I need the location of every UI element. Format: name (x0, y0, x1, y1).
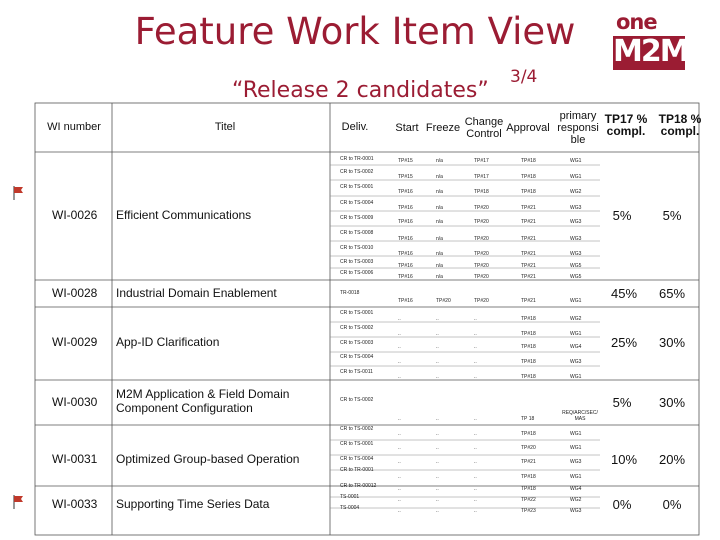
header-wi-number: WI number (47, 121, 101, 133)
detail-deliverable: CR to TS-0003 (340, 259, 374, 265)
detail-freeze: .. (436, 316, 439, 322)
detail-cc: .. (474, 431, 477, 437)
detail-freeze: n/a (436, 174, 443, 180)
detail-resp: WG1 (570, 174, 582, 180)
detail-deliverable: TS-0004 (340, 505, 360, 511)
wi-title-0030: M2M Application & Field Domain Component Configuration (116, 387, 290, 415)
detail-deliverable: CR to TR-0001 (340, 156, 374, 162)
detail-cc: TP#20 (474, 236, 489, 242)
detail-deliverable: CR to TS-0011 (340, 369, 373, 375)
header-tp17-line1: TP17 % (604, 112, 648, 126)
detail-approval: TP#21 (521, 205, 536, 211)
detail-freeze: n/a (436, 263, 443, 269)
page-indicator: 3/4 (510, 67, 538, 87)
header-change-control-line1: Change (464, 116, 504, 128)
detail-approval: TP#21 (521, 459, 536, 465)
detail-resp: WG5 (570, 263, 582, 269)
detail-approval: TP#18 (521, 331, 536, 337)
detail-cc: TP#20 (474, 274, 489, 280)
detail-resp: WG3 (570, 359, 582, 365)
detail-cc: .. (474, 416, 477, 422)
detail-freeze: .. (436, 416, 439, 422)
header-primary-line2: responsi (557, 122, 599, 134)
detail-freeze: .. (436, 359, 439, 365)
detail-deliverable: CR to TS-0001 (340, 184, 374, 190)
wi-tp17-0030: 5% (612, 395, 632, 410)
wi-title-0026: Efficient Communications (116, 208, 252, 222)
wi-tp17-0028: 45% (610, 286, 638, 301)
detail-cc: .. (474, 474, 477, 480)
detail-cc: TP#17 (474, 158, 489, 164)
detail-approval: TP#18 (521, 316, 536, 322)
detail-approval: TP#18 (521, 174, 536, 180)
detail-resp: WG1 (570, 431, 582, 437)
detail-cc: .. (474, 445, 477, 451)
detail-deliverable: CR to TS-0004 (340, 200, 374, 206)
header-tp18 (652, 113, 708, 137)
detail-start: .. (398, 445, 401, 451)
detail-approval: TP#23 (521, 508, 536, 514)
detail-approval: TP#21 (521, 274, 536, 280)
detail-cc: .. (474, 459, 477, 465)
detail-start: .. (398, 344, 401, 350)
detail-deliverable: CR to TS-0003 (340, 340, 374, 346)
detail-start: .. (398, 508, 401, 514)
detail-approval: TP#22 (521, 497, 536, 503)
wi-tp18-0026: 5% (662, 208, 682, 223)
detail-freeze: .. (436, 459, 439, 465)
detail-resp: WG3 (570, 219, 582, 225)
detail-deliverable: CR to TS-0009 (340, 215, 374, 221)
detail-approval: TP#21 (521, 219, 536, 225)
detail-freeze: .. (436, 331, 439, 337)
header-primary-line3: ble (570, 134, 586, 146)
detail-deliverable: CR to TS-0004 (340, 456, 374, 462)
detail-approval: TP#21 (521, 263, 536, 269)
detail-approval: TP#18 (521, 431, 536, 437)
detail-start: .. (398, 459, 401, 465)
detail-approval: TP#18 (521, 474, 536, 480)
wi-title-0033: Supporting Time Series Data (116, 497, 270, 511)
detail-freeze: .. (436, 474, 439, 480)
wi-tp17-0031: 10% (610, 452, 638, 467)
detail-deliverable: CR to TR-00012 (340, 483, 377, 489)
detail-resp: WG2 (570, 189, 582, 195)
wi-tp17-0026: 5% (612, 208, 632, 223)
wi-tp18-0028: 65% (658, 286, 686, 301)
header-start: Start (395, 122, 419, 134)
detail-freeze: .. (436, 344, 439, 350)
detail-freeze: .. (436, 486, 439, 492)
detail-approval: TP#18 (521, 344, 536, 350)
detail-cc: TP#20 (474, 298, 489, 304)
detail-cc: TP#17 (474, 174, 489, 180)
wi-number-0031: WI-0031 (52, 452, 98, 466)
detail-deliverable: CR to TS-0002 (340, 169, 374, 175)
wi-number-0029: WI-0029 (52, 335, 98, 349)
detail-start: .. (398, 474, 401, 480)
detail-start: .. (398, 431, 401, 437)
wi-tp17-0033: 0% (612, 497, 632, 512)
detail-resp: WG3 (570, 508, 582, 514)
detail-resp: WG3 (570, 459, 582, 465)
detail-deliverable: CR to TR-0001 (340, 467, 374, 473)
detail-resp: WG2 (570, 316, 582, 322)
wi-tp17-0029: 25% (610, 335, 638, 350)
wi-title-0031: Optimized Group-based Operation (116, 452, 300, 466)
detail-resp: WG5 (570, 274, 582, 280)
detail-resp: WG1 (570, 331, 582, 337)
detail-freeze: .. (436, 508, 439, 514)
header-tp17 (598, 113, 654, 137)
detail-cc: TP#20 (474, 263, 489, 269)
detail-cc: TP#20 (474, 251, 489, 257)
detail-start: TP#15 (398, 158, 413, 164)
detail-resp: WG1 (570, 298, 582, 304)
detail-freeze: n/a (436, 219, 443, 225)
detail-start: TP#16 (398, 251, 413, 257)
detail-deliverable: CR to TS-0001 (340, 310, 374, 316)
detail-start: .. (398, 497, 401, 503)
detail-freeze: .. (436, 374, 439, 380)
onem2m-logo (608, 10, 690, 74)
detail-deliverable: CR to TS-0004 (340, 354, 374, 360)
header-tp18-line2: compl. (660, 124, 700, 138)
detail-start: TP#16 (398, 298, 413, 304)
detail-deliverable: CR to TS-0002 (340, 426, 374, 432)
detail-freeze: n/a (436, 251, 443, 257)
detail-cc: .. (474, 359, 477, 365)
detail-deliverable: CR to TS-0002 (340, 325, 374, 331)
detail-resp: WG3 (570, 236, 582, 242)
detail-resp: WG1 (570, 374, 582, 380)
detail-freeze: n/a (436, 274, 443, 280)
detail-approval: TP#21 (521, 236, 536, 242)
detail-deliverable: CR to TS-0001 (340, 441, 374, 447)
detail-resp: WG3 (570, 251, 582, 257)
detail-freeze: .. (436, 445, 439, 451)
detail-start: .. (398, 486, 401, 492)
detail-resp: REQ/ARC/SEC/ MAS (562, 410, 598, 422)
wi-tp18-0031: 20% (658, 452, 686, 467)
flag-icon (11, 185, 27, 201)
detail-approval: TP#18 (521, 359, 536, 365)
detail-start: TP#16 (398, 189, 413, 195)
slide-title: Feature Work Item View (134, 10, 576, 53)
header-primary-line1: primary (559, 110, 597, 122)
detail-resp: WG1 (570, 445, 582, 451)
detail-start: TP#16 (398, 274, 413, 280)
header-freeze: Freeze (425, 122, 461, 134)
detail-resp: WG2 (570, 497, 582, 503)
detail-deliverable: CR to TS-0002 (340, 397, 374, 403)
detail-start: .. (398, 359, 401, 365)
detail-freeze: n/a (436, 236, 443, 242)
detail-freeze: n/a (436, 205, 443, 211)
detail-freeze: .. (436, 431, 439, 437)
detail-start: TP#16 (398, 219, 413, 225)
detail-cc: .. (474, 331, 477, 337)
detail-cc: TP#18 (474, 189, 489, 195)
detail-approval: TP 18 (521, 416, 535, 422)
detail-start: .. (398, 316, 401, 322)
detail-cc: .. (474, 497, 477, 503)
detail-resp: WG4 (570, 344, 582, 350)
wi-number-0028: WI-0028 (52, 286, 98, 300)
detail-deliverable: TS-0001 (340, 494, 360, 500)
header-primary-responsible (553, 110, 603, 146)
header-change-control (461, 116, 507, 140)
header-approval: Approval (506, 122, 550, 134)
detail-resp: WG1 (570, 158, 582, 164)
logo-text-m2m: M2M (613, 34, 688, 69)
detail-start: TP#16 (398, 263, 413, 269)
detail-start: TP#16 (398, 205, 413, 211)
detail-start: .. (398, 331, 401, 337)
header-tp18-line1: TP18 % (658, 112, 702, 126)
header-title: Titel (214, 121, 236, 133)
detail-resp: WG3 (570, 205, 582, 211)
detail-deliverable: CR to TS-0010 (340, 245, 374, 251)
detail-start: TP#15 (398, 174, 413, 180)
detail-cc: .. (474, 508, 477, 514)
wi-tp18-0030: 30% (658, 395, 686, 410)
header-deliverable: Deliv. (341, 121, 369, 133)
detail-start: .. (398, 374, 401, 380)
wi-number-0026: WI-0026 (52, 208, 98, 222)
slide-subtitle: “Release 2 candidates” (232, 78, 489, 102)
header-change-control-line2: Control (466, 128, 502, 140)
detail-approval: TP#20 (521, 445, 536, 451)
detail-freeze: TP#20 (436, 298, 451, 304)
detail-approval: TP#21 (521, 298, 536, 304)
wi-number-0033: WI-0033 (52, 497, 98, 511)
detail-cc: TP#20 (474, 219, 489, 225)
detail-deliverable: CR to TS-0008 (340, 230, 374, 236)
wi-number-0030: WI-0030 (52, 395, 98, 409)
detail-resp: WG1 (570, 474, 582, 480)
detail-cc: .. (474, 486, 477, 492)
wi-title-0029: App-ID Clarification (116, 335, 220, 349)
header-tp17-line2: compl. (606, 124, 646, 138)
detail-approval: TP#18 (521, 374, 536, 380)
detail-cc: .. (474, 316, 477, 322)
detail-start: .. (398, 416, 401, 422)
detail-freeze: n/a (436, 189, 443, 195)
detail-approval: TP#21 (521, 251, 536, 257)
detail-start: TP#16 (398, 236, 413, 242)
wi-tp18-0033: 0% (662, 497, 682, 512)
flag-icon (11, 494, 27, 510)
detail-resp: WG4 (570, 486, 582, 492)
detail-freeze: .. (436, 497, 439, 503)
wi-title-0028: Industrial Domain Enablement (116, 286, 277, 300)
detail-approval: TP#18 (521, 486, 536, 492)
detail-cc: .. (474, 374, 477, 380)
detail-cc: .. (474, 344, 477, 350)
detail-cc: TP#20 (474, 205, 489, 211)
logo-text-one: one (616, 10, 657, 34)
detail-approval: TP#18 (521, 158, 536, 164)
detail-deliverable: CR to TS-0006 (340, 270, 374, 276)
wi-tp18-0029: 30% (658, 335, 686, 350)
detail-deliverable: TR-0018 (340, 290, 360, 296)
detail-approval: TP#18 (521, 189, 536, 195)
detail-freeze: n/a (436, 158, 443, 164)
